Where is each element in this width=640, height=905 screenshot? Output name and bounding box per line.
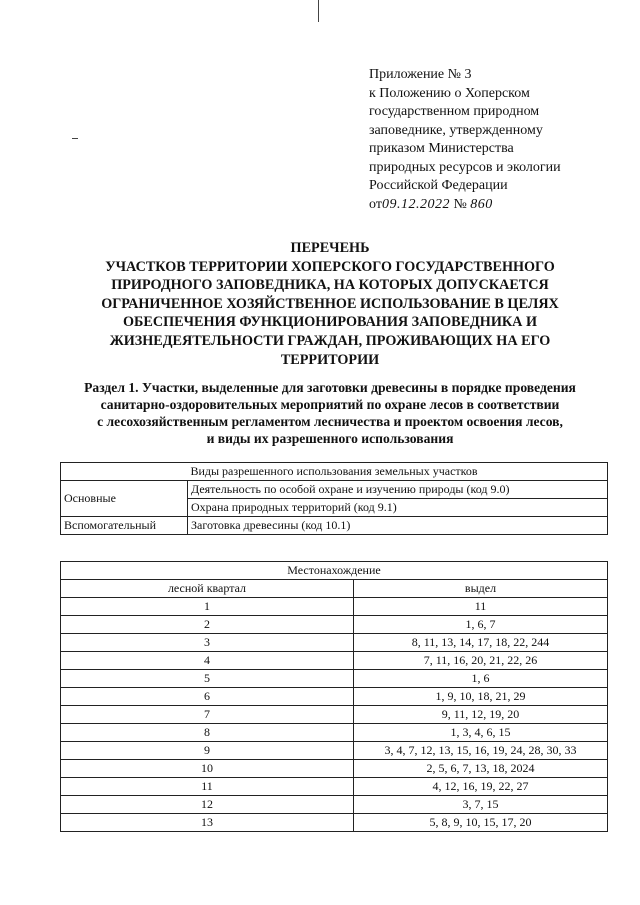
section-cell: 1, 6, 7 bbox=[354, 616, 608, 634]
scan-mark bbox=[72, 138, 78, 139]
title-line: ЖИЗНЕДЕЯТЕЛЬНОСТИ ГРАЖДАН, ПРОЖИВАЮЩИХ НА ЕГО bbox=[109, 332, 551, 349]
table-row bbox=[61, 688, 608, 706]
quarter-cell: 3 bbox=[61, 634, 354, 652]
section-cell: 7, 11, 16, 20, 21, 22, 26 bbox=[354, 652, 608, 670]
column-header-section: выдел bbox=[354, 580, 608, 598]
column-header-quarter: лесной квартал bbox=[61, 580, 354, 598]
table-row bbox=[61, 814, 608, 832]
appendix-line: природных ресурсов и экологии bbox=[369, 159, 561, 175]
aux-use-item: Заготовка древесины (код 10.1) bbox=[188, 517, 608, 535]
quarter-cell: 5 bbox=[61, 670, 354, 688]
table-row bbox=[61, 706, 608, 724]
appendix-line: заповеднике, утвержденному bbox=[369, 122, 543, 138]
main-use-item: Охрана природных территорий (код 9.1) bbox=[188, 499, 608, 517]
section-cell: 1, 6 bbox=[354, 670, 608, 688]
date-prefix: от bbox=[369, 196, 382, 212]
table-row bbox=[61, 598, 608, 616]
section-cell: 1, 3, 4, 6, 15 bbox=[354, 724, 608, 742]
quarter-cell: 13 bbox=[61, 814, 354, 832]
quarter-cell: 8 bbox=[61, 724, 354, 742]
section-cell: 1, 9, 10, 18, 21, 29 bbox=[354, 688, 608, 706]
main-use-label: Основные bbox=[61, 481, 188, 517]
section-cell: 5, 8, 9, 10, 15, 17, 20 bbox=[354, 814, 608, 832]
section-cell: 3, 7, 15 bbox=[354, 796, 608, 814]
appendix-line: Российской Федерации bbox=[369, 178, 508, 193]
appendix-line: приказом Министерства bbox=[369, 141, 514, 156]
scan-mark bbox=[318, 0, 319, 22]
section-line: Раздел 1. Участки, выделенные для заготовки древесины в порядке проведения bbox=[84, 380, 576, 395]
section-cell: 4, 12, 16, 19, 22, 27 bbox=[354, 778, 608, 796]
appendix-line: Приложение № 3 bbox=[369, 67, 472, 82]
table-row bbox=[61, 724, 608, 742]
table-row bbox=[61, 481, 608, 499]
number-prefix: № bbox=[453, 196, 467, 212]
table-row bbox=[61, 796, 608, 814]
table-row bbox=[61, 760, 608, 778]
section-line: санитарно-оздоровительных мероприятий по охране лесов в соответствии bbox=[100, 397, 560, 412]
handwritten-date: 09.12.2022 bbox=[381, 196, 450, 212]
section-line: с лесохозяйственным регламентом лесничества и проектом освоения лесов, bbox=[97, 414, 563, 429]
section-line: и виды их разрешенного использования bbox=[206, 431, 454, 446]
table-row bbox=[61, 778, 608, 796]
table-header: Местонахождение bbox=[61, 562, 608, 580]
handwritten-number: 860 bbox=[470, 196, 493, 212]
section-cell: 2, 5, 6, 7, 13, 18, 2024 bbox=[354, 760, 608, 778]
location-table bbox=[60, 561, 608, 832]
aux-use-label: Вспомогательный bbox=[61, 517, 188, 535]
table-row bbox=[61, 562, 608, 580]
section-cell: 3, 4, 7, 12, 13, 15, 16, 19, 24, 28, 30, 33 bbox=[354, 742, 608, 760]
title-heading: ПЕРЕЧЕНЬ bbox=[290, 240, 370, 256]
table-row bbox=[61, 670, 608, 688]
table-row bbox=[61, 616, 608, 634]
quarter-cell: 12 bbox=[61, 796, 354, 814]
table-row bbox=[61, 652, 608, 670]
table-row bbox=[61, 742, 608, 760]
quarter-cell: 2 bbox=[61, 616, 354, 634]
appendix-line: к Положению о Хоперском bbox=[369, 85, 530, 101]
quarter-cell: 9 bbox=[61, 742, 354, 760]
section-heading bbox=[40, 379, 620, 447]
title-line: ОГРАНИЧЕННОЕ ХОЗЯЙСТВЕННОЕ ИСПОЛЬЗОВАНИЕ В ЦЕЛЯХ bbox=[101, 295, 559, 312]
section-cell: 8, 11, 13, 14, 17, 18, 22, 244 bbox=[354, 634, 608, 652]
order-date-line bbox=[369, 196, 609, 215]
quarter-cell: 1 bbox=[61, 598, 354, 616]
permitted-use-table bbox=[60, 462, 608, 535]
title-line: ТЕРРИТОРИИ bbox=[280, 351, 380, 368]
quarter-cell: 6 bbox=[61, 688, 354, 706]
title-line: ОБЕСПЕЧЕНИЯ ФУНКЦИОНИРОВАНИЯ ЗАПОВЕДНИКА И bbox=[123, 314, 537, 331]
table-row bbox=[61, 580, 608, 598]
section-cell: 11 bbox=[354, 598, 608, 616]
table-row bbox=[61, 634, 608, 652]
document-title bbox=[40, 239, 620, 369]
quarter-cell: 11 bbox=[61, 778, 354, 796]
table-header: Виды разрешенного использования земельных участков bbox=[61, 463, 608, 481]
quarter-cell: 10 bbox=[61, 760, 354, 778]
table-row bbox=[61, 463, 608, 481]
table-row bbox=[61, 517, 608, 535]
title-line: УЧАСТКОВ ТЕРРИТОРИИ ХОПЕРСКОГО ГОСУДАРСТВЕННОГО bbox=[105, 258, 555, 275]
title-line: ПРИРОДНОГО ЗАПОВЕДНИКА, НА КОТОРЫХ ДОПУСКАЕТСЯ bbox=[111, 277, 549, 294]
quarter-cell: 7 bbox=[61, 706, 354, 724]
appendix-line: государственном природном bbox=[369, 104, 540, 119]
section-cell: 9, 11, 12, 19, 20 bbox=[354, 706, 608, 724]
appendix-block bbox=[369, 66, 609, 214]
quarter-cell: 4 bbox=[61, 652, 354, 670]
main-use-item: Деятельность по особой охране и изучению природы (код 9.0) bbox=[188, 481, 608, 499]
